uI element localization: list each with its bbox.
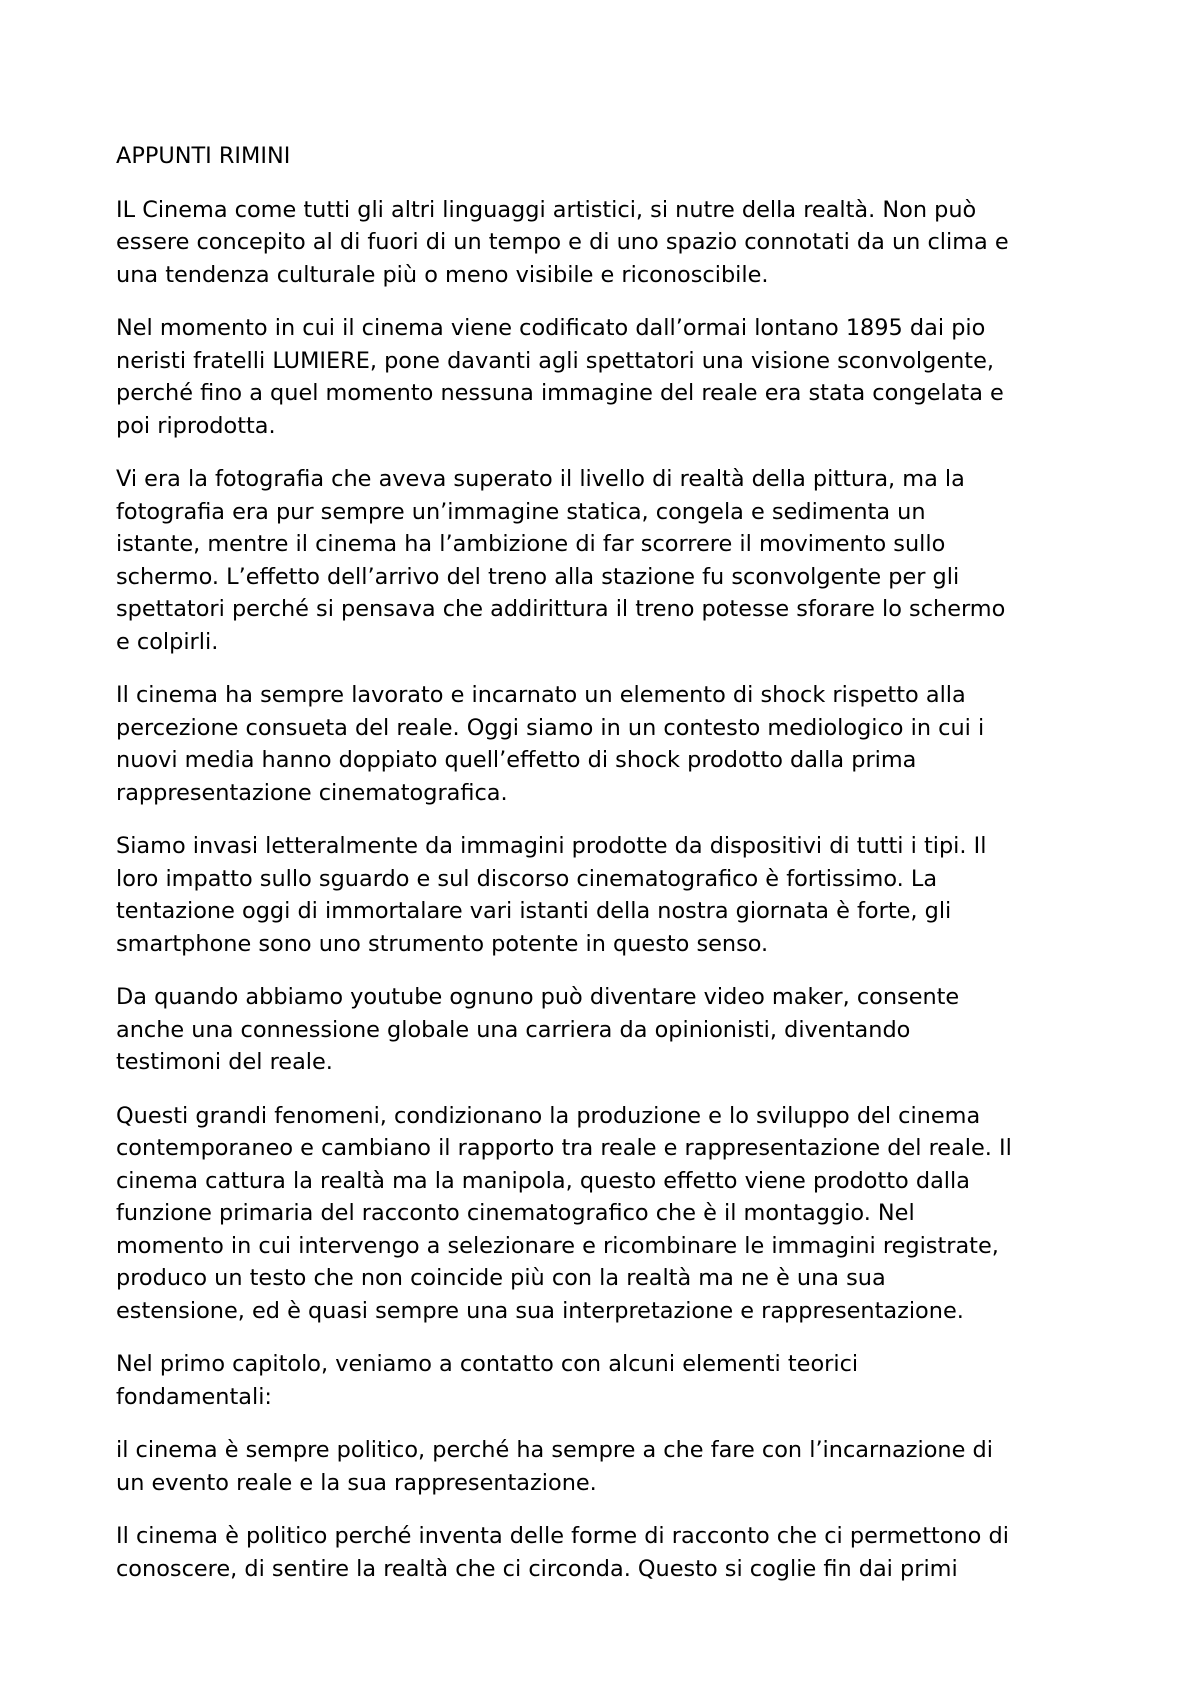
paragraph-line: contemporaneo e cambiano il rapporto tra reale e rappresentazione del reale. Il xyxy=(116,1135,1012,1161)
paragraph-line: anche una connessione globale una carriera da opinionisti, diventando xyxy=(116,1016,911,1043)
paragraph-line: estensione, ed è quasi sempre una sua interpretazione e rappresentazione. xyxy=(116,1297,964,1324)
paragraph-line: testimoni del reale. xyxy=(116,1049,333,1075)
paragraph xyxy=(116,194,1096,292)
paragraph-line: smartphone sono uno strumento potente in questo senso. xyxy=(116,930,769,957)
paragraph-line: e colpirli. xyxy=(116,628,219,655)
paragraph-line: Siamo invasi letteralmente da immagini prodotte da dispositivi di tutti i tipi. Il xyxy=(116,833,987,859)
paragraph-line: fotografia era pur sempre un’immagine statica, congela e sedimenta un xyxy=(116,498,926,525)
paragraph xyxy=(116,830,1096,960)
paragraph-line: il cinema è sempre politico, perché ha sempre a che fare con l’incarnazione di xyxy=(116,1437,993,1463)
paragraph-line: schermo. L’effetto dell’arrivo del treno alla stazione fu sconvolgente per gli xyxy=(116,563,960,590)
paragraph-line: fondamentali: xyxy=(116,1383,272,1410)
paragraph-line: spettatori perché si pensava che addirittura il treno potesse sforare lo schermo xyxy=(116,596,1006,622)
paragraph-line: Il cinema è politico perché inventa delle forme di racconto che ci permettono di xyxy=(116,1523,1009,1549)
paragraph-line: una tendenza culturale più o meno visibile e riconoscibile. xyxy=(116,261,769,288)
paragraph-line: nuovi media hanno doppiato quell’effetto di shock prodotto dalla prima xyxy=(116,747,917,773)
paragraph-list xyxy=(116,194,1096,1586)
paragraph-line: neristi fratelli LUMIERE, pone davanti agli spettatori una visione sconvolgente, xyxy=(116,347,994,374)
paragraph xyxy=(116,981,1096,1079)
paragraph-line: istante, mentre il cinema ha l’ambizione di far scorrere il movimento sullo xyxy=(116,531,946,557)
paragraph xyxy=(116,312,1096,442)
paragraph-line: loro impatto sullo sguardo e sul discorso cinematografico è fortissimo. La xyxy=(116,865,938,892)
paragraph xyxy=(116,1434,1096,1499)
paragraph xyxy=(116,463,1096,658)
paragraph-line: essere concepito al di fuori di un tempo e di uno spazio connotati da un clima e xyxy=(116,229,1009,255)
document-title: APPUNTI RIMINI xyxy=(116,143,291,169)
paragraph-line: produco un testo che non coincide più con la realtà ma ne è una sua xyxy=(116,1265,886,1291)
paragraph-line: percezione consueta del reale. Oggi siamo in un contesto mediologico in cui i xyxy=(116,714,985,741)
paragraph-line: Da quando abbiamo youtube ognuno può diventare video maker, consente xyxy=(116,984,960,1010)
paragraph-line: un evento reale e la sua rappresentazione. xyxy=(116,1469,597,1496)
paragraph xyxy=(116,679,1096,809)
paragraph-line: Il cinema ha sempre lavorato e incarnato un elemento di shock rispetto alla xyxy=(116,682,966,708)
paragraph xyxy=(116,1520,1096,1585)
paragraph-line: perché fino a quel momento nessuna immagine del reale era stata congelata e xyxy=(116,380,1004,406)
paragraph-line: tentazione oggi di immortalare vari istanti della nostra giornata è forte, gli xyxy=(116,898,952,924)
document-body xyxy=(116,140,1096,1606)
paragraph-line: momento in cui intervengo a selezionare e ricombinare le immagini registrate, xyxy=(116,1232,999,1259)
paragraph-line: Vi era la fotografia che aveva superato il livello di realtà della pittura, ma la xyxy=(116,466,965,492)
paragraph xyxy=(116,1100,1096,1328)
paragraph-line: Nel primo capitolo, veniamo a contatto con alcuni elementi teorici xyxy=(116,1351,859,1377)
paragraph-line: poi riprodotta. xyxy=(116,412,276,439)
paragraph-line: IL Cinema come tutti gli altri linguaggi artistici, si nutre della realtà. Non può xyxy=(116,196,977,223)
paragraph-line: Nel momento in cui il cinema viene codificato dall’ormai lontano 1895 dai pio xyxy=(116,315,986,341)
paragraph xyxy=(116,1348,1096,1413)
paragraph-line: cinema cattura la realtà ma la manipola, questo effetto viene prodotto dalla xyxy=(116,1167,970,1194)
paragraph-line: conoscere, di sentire la realtà che ci circonda. Questo si coglie fin dai primi xyxy=(116,1555,958,1582)
paragraph-line: rappresentazione cinematografica. xyxy=(116,779,508,806)
paragraph-line: Questi grandi fenomeni, condizionano la produzione e lo sviluppo del cinema xyxy=(116,1102,981,1129)
paragraph-line: funzione primaria del racconto cinematografico che è il montaggio. Nel xyxy=(116,1200,915,1226)
